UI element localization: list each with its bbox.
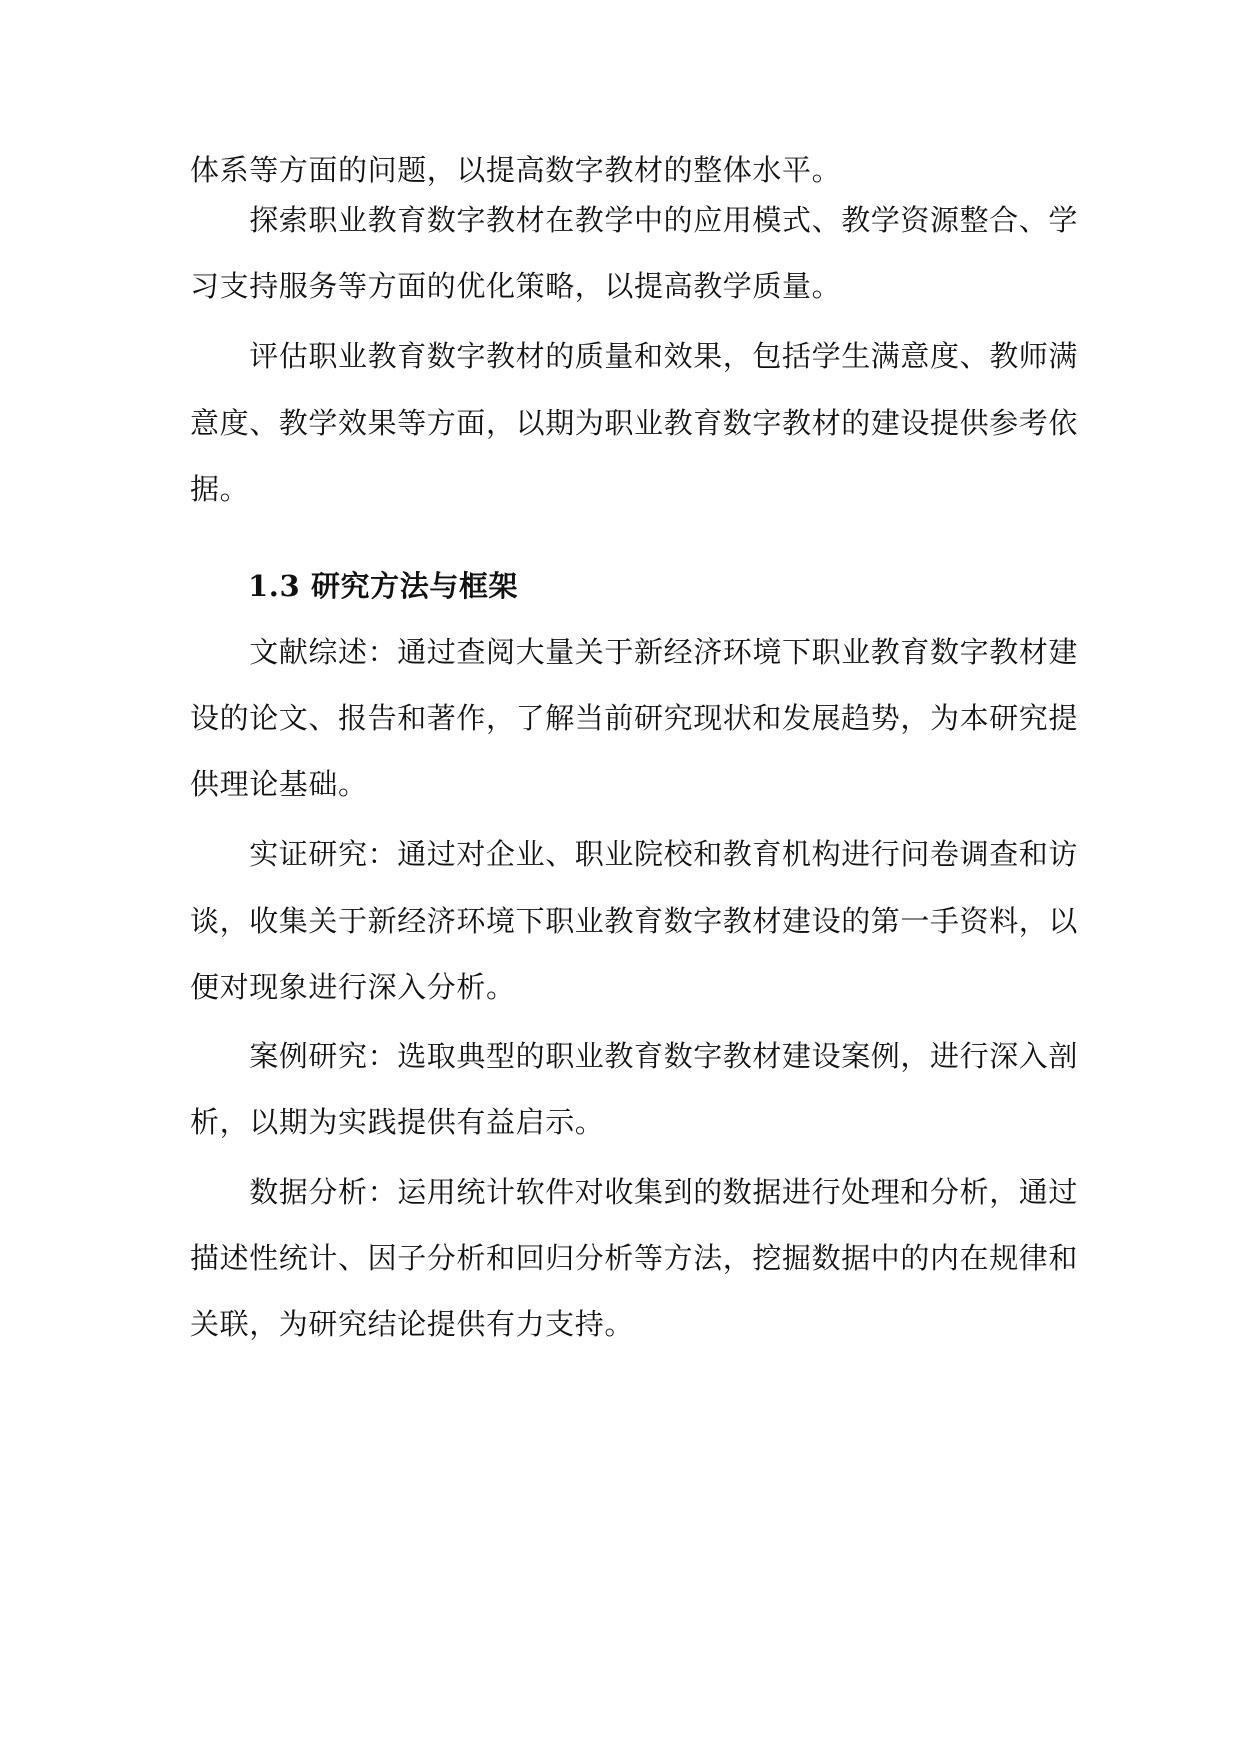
text-line: 案例研究：选取典型的职业教育数字教材建设案例，进行深入剖 [190, 1039, 1079, 1073]
text-line: 数据分析：运用统计软件对收集到的数据进行处理和分析，通过 [190, 1175, 1079, 1209]
text-line: 描述性统计、因子分析和回归分析等方法，挖掘数据中的内在规律和 [190, 1241, 1079, 1275]
section-heading: 1.3 研究方法与框架 [248, 569, 519, 603]
text-line: 据。 [190, 472, 250, 506]
text-line: 谈，收集关于新经济环境下职业教育数字教材建设的第一手资料，以 [190, 904, 1079, 938]
text-line: 设的论文、报告和著作，了解当前研究现状和发展趋势，为本研究提 [190, 701, 1079, 735]
text-line: 关联，为研究结论提供有力支持。 [190, 1307, 635, 1341]
text-line: 实证研究：通过对企业、职业院校和教育机构进行问卷调查和访 [190, 837, 1079, 871]
text-line: 探索职业教育数字教材在教学中的应用模式、教学资源整合、学 [190, 203, 1079, 237]
text-line: 评估职业教育数字教材的质量和效果，包括学生满意度、教师满 [190, 339, 1079, 373]
text-line: 文献综述：通过查阅大量关于新经济环境下职业教育数字教材建 [190, 635, 1079, 669]
text-line: 体系等方面的问题，以提高数字教材的整体水平。 [190, 153, 842, 187]
text-line: 意度、教学效果等方面，以期为职业教育数字教材的建设提供参考依 [190, 406, 1079, 440]
text-line: 析，以期为实践提供有益启示。 [190, 1105, 605, 1139]
text-line: 便对现象进行深入分析。 [190, 970, 516, 1004]
text-line: 供理论基础。 [190, 767, 368, 801]
text-line: 习支持服务等方面的优化策略，以提高教学质量。 [190, 269, 842, 303]
